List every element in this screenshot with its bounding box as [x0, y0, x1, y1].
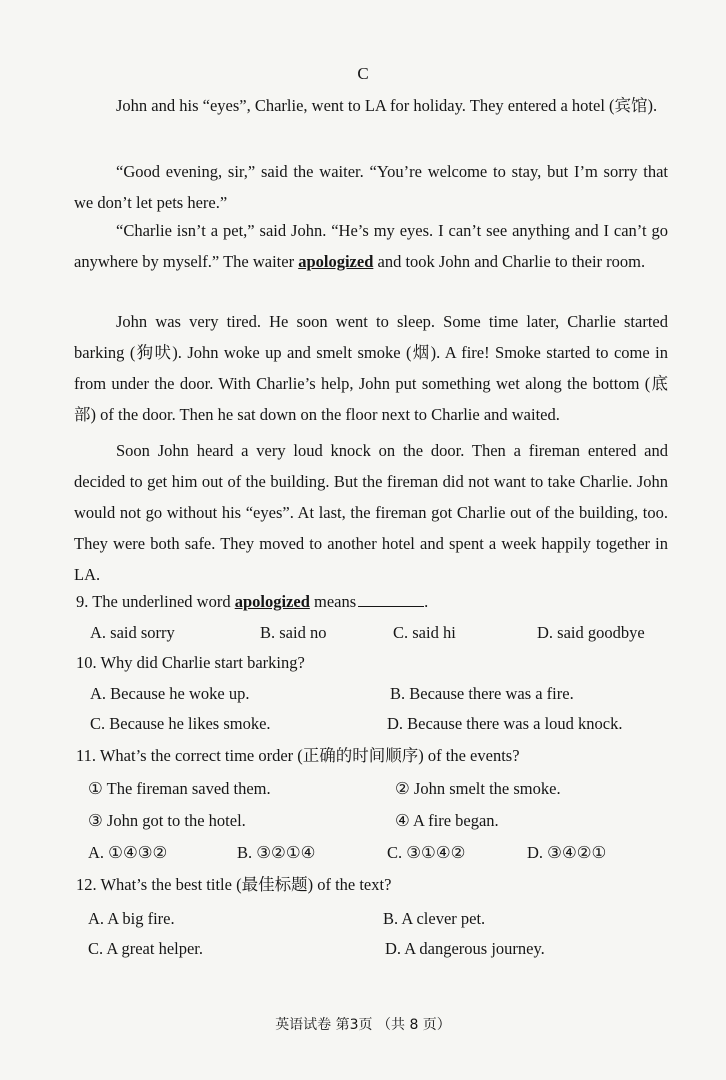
page-footer: 英语试卷 第3页 （共 8 页）	[275, 1017, 451, 1033]
passage-paragraph-3	[74, 215, 668, 277]
question-9-stem	[76, 590, 428, 614]
passage-paragraph-2: “Good evening, sir,” said the waiter. “You’re welcome to stay, but I’m sorry that we don’t let pets here.”	[74, 162, 668, 212]
q11-option-a: A. ①④③②	[88, 843, 168, 862]
q9-option-b: B. said no	[260, 623, 327, 642]
passage-paragraph-4: John was very tired. He soon went to sleep. Some time later, Charlie started barking (狗吠). John woke up and smelt smoke (烟). A fire! Smoke started to come in from under the door. With Charlie’s help, John put something wet along the bottom (底部) of the door. Then he sat down on the floor next to Charlie and waited.	[74, 312, 668, 424]
q9-option-d: D. said goodbye	[537, 623, 645, 642]
q12-option-a: A. A big fire.	[88, 909, 175, 928]
q11-event-4: ④ A fire began.	[395, 811, 499, 830]
question-text: means	[309, 592, 357, 611]
passage-paragraph-1: John and his “eyes”, Charlie, went to LA for holiday. They entered a hotel (宾馆).	[116, 96, 658, 115]
q10-option-a: A. Because he woke up.	[90, 684, 250, 703]
section-letter: C	[357, 64, 369, 83]
question-text: 9. The underlined word	[76, 592, 235, 611]
q11-event-3: ③ John got to the hotel.	[88, 811, 246, 830]
question-10-stem: 10. Why did Charlie start barking?	[76, 653, 305, 672]
underlined-word: apologized	[298, 252, 374, 271]
q9-option-c: C. said hi	[393, 623, 456, 642]
q10-option-d: D. Because there was a loud knock.	[387, 714, 623, 733]
question-11-stem: 11. What’s the correct time order (正确的时间顺序) of the events?	[76, 746, 520, 765]
bleed-through-mark	[30, 130, 43, 145]
passage-text: and took John and Charlie to their room.	[373, 252, 646, 271]
passage-text: “Charlie isn’t a pet,” said John. “He’s my eyes. I can’t see anything and I can’t go anywhere by myself.” The waiter	[74, 221, 668, 271]
question-12-stem: 12. What’s the best title (最佳标题) of the text?	[76, 875, 392, 894]
q11-event-2: ② John smelt the smoke.	[395, 779, 561, 798]
q12-option-d: D. A dangerous journey.	[385, 939, 545, 958]
q11-option-b: B. ③②①④	[237, 843, 316, 862]
q10-option-c: C. Because he likes smoke.	[90, 714, 271, 733]
q9-option-a: A. said sorry	[90, 623, 175, 642]
answer-blank	[358, 592, 424, 607]
q12-option-b: B. A clever pet.	[383, 909, 486, 928]
underlined-word: apologized	[234, 592, 310, 611]
q10-option-b: B. Because there was a fire.	[390, 684, 574, 703]
q11-option-d: D. ③④②①	[527, 843, 607, 862]
question-text: .	[424, 592, 429, 611]
passage-paragraph-5: Soon John heard a very loud knock on the door. Then a fireman entered and decided to get him out of the building. But the fireman did not want to take Charlie. John would not go without his “eyes”. At last, the fireman got Charlie out of the building, too. They were both safe. They moved to another hotel and spent a week happily together in LA.	[74, 441, 668, 584]
q12-option-c: C. A great helper.	[88, 939, 204, 958]
q11-option-c: C. ③①④②	[387, 843, 466, 862]
q11-event-1: ① The fireman saved them.	[88, 779, 271, 798]
